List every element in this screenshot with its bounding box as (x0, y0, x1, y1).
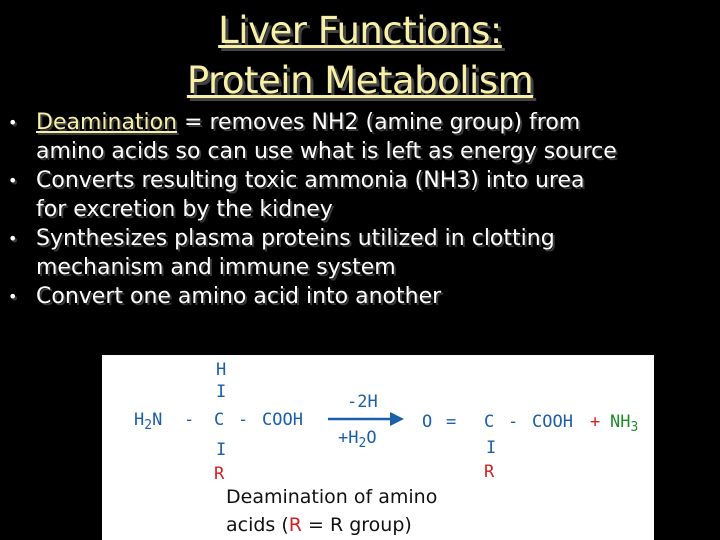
bullet-item (6, 108, 718, 166)
bond-dash-1: - (184, 410, 195, 430)
bullet-dot-icon: • (8, 113, 18, 132)
bond-vertical-top: I (216, 382, 227, 402)
bullet-text: Synthesizes plasma proteins utilized in clotting (36, 226, 555, 251)
bullet-text: Convert one amino acid into another (36, 284, 442, 309)
double-bond: = (446, 412, 457, 432)
r-group-1: R (214, 464, 225, 484)
bullet-text: mechanism and immune system (36, 255, 396, 280)
deamination-term: Deamination (36, 110, 178, 135)
bullet-dot-icon: • (8, 287, 18, 306)
amine-group: $H_2N$ (134, 410, 163, 433)
bullet-text: for excretion by the kidney (36, 197, 333, 222)
reaction-arrow-head-icon (390, 412, 404, 426)
bullet-item (6, 166, 718, 224)
h-atom-top: H (216, 360, 227, 380)
bullet-text: Converts resulting toxic ammonia (NH3) into urea (36, 168, 585, 193)
title-line-2: Protein Metabolism (186, 59, 534, 102)
r-group-2: R (484, 462, 495, 482)
bullet-item (6, 282, 718, 311)
minus-2h-label: -2H (347, 392, 378, 412)
title-line-1: Liver Functions: (218, 9, 502, 52)
bond-vertical-right: I (486, 438, 497, 458)
bond-dash-2: - (238, 410, 249, 430)
carbon-atom-2: C (484, 412, 495, 432)
oxygen-atom: O (422, 412, 433, 432)
bullet-list (6, 108, 718, 311)
bond-vertical-bottom: I (216, 440, 227, 460)
bullet-text: = removes NH2 (amine group) from (177, 110, 581, 135)
bullet-text: amino acids so can use what is left as energy source (36, 139, 617, 164)
caption-line-1: Deamination of amino (226, 486, 438, 508)
bullet-dot-icon: • (8, 171, 18, 190)
carboxyl-group-1: COOH (262, 410, 303, 430)
reaction-svg (102, 355, 654, 540)
plus-sign: + (590, 412, 601, 432)
caption-line-2: acids (R = R group) (226, 514, 412, 536)
bullet-dot-icon: • (8, 229, 18, 248)
bullet-item (6, 224, 718, 282)
ammonia-label: $NH_3$ (610, 412, 639, 435)
deamination-diagram (102, 355, 654, 540)
carbon-atom-1: C (214, 410, 225, 430)
carboxyl-group-2: COOH (532, 412, 573, 432)
plus-water-label: $+H_2O$ (338, 428, 377, 451)
bond-dash-3: - (508, 412, 519, 432)
slide-title (150, 6, 570, 106)
